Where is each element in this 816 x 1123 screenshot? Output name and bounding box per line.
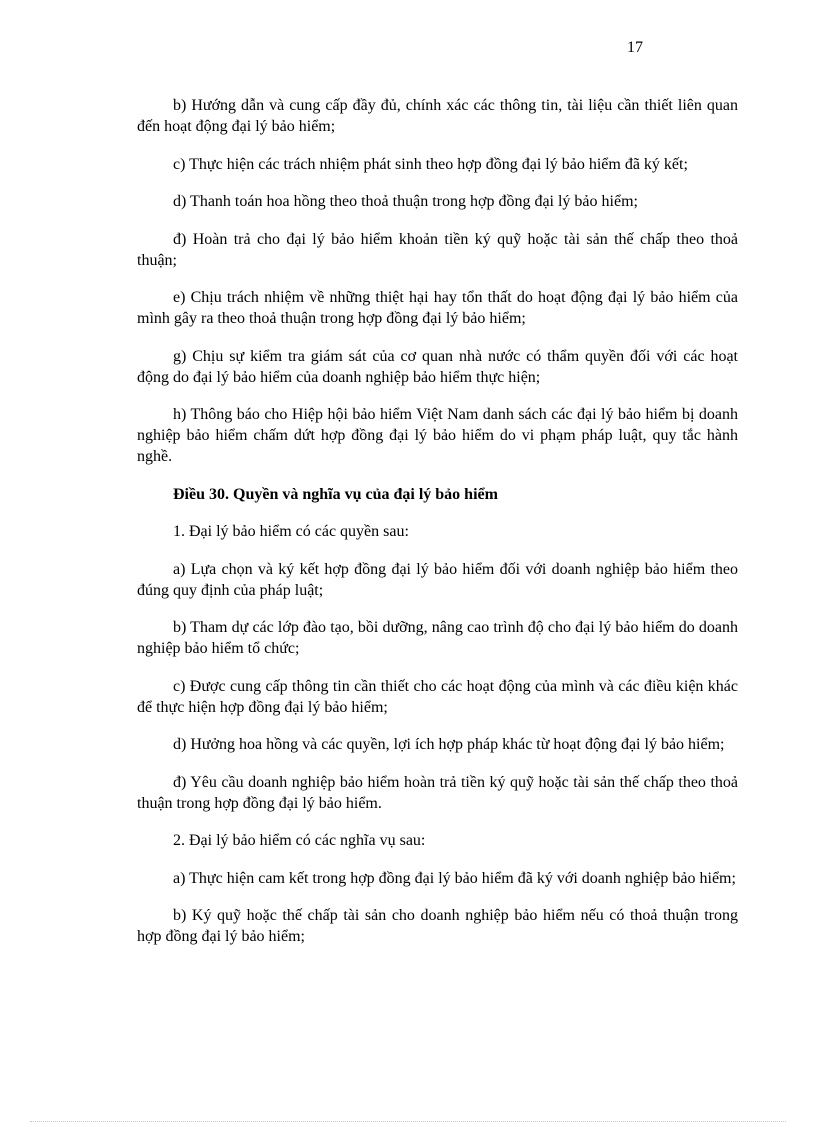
page-bottom-divider [30,1121,786,1122]
agent-obligation-a: a) Thực hiện cam kết trong hợp đồng đại lý bảo hiểm đã ký với doanh nghiệp bảo hiểm; [173,869,736,887]
paragraph-insurer-obligation-g: g) Chịu sự kiểm tra giám sát của cơ quan nhà nước có thẩm quyền đối với các hoạt động do đại lý bảo hiểm của doanh nghiệp bảo hiểm thực hiện; [137,347,738,386]
agent-right-b: b) Tham dự các lớp đào tạo, bồi dưỡng, nâng cao trình độ cho đại lý bảo hiểm do doanh nghiệp bảo hiểm tổ chức; [137,619,738,657]
paragraph-insurer-obligation-d: d) Thanh toán hoa hồng theo thoả thuận trong hợp đồng đại lý bảo hiểm; [173,193,638,210]
page-number: 17 [627,39,643,56]
paragraph-insurer-obligation-e: e) Chịu trách nhiệm về những thiệt hại hay tổn thất do hoạt động đại lý bảo hiểm của mình gây ra theo thoả thuận trong hợp đồng đại lý bảo hiểm; [137,289,738,327]
paragraph-insurer-obligation-c: c) Thực hiện các trách nhiệm phát sinh theo hợp đồng đại lý bảo hiểm đã ký kết; [173,155,688,173]
agent-right-d: d) Hưởng hoa hồng và các quyền, lợi ích hợp pháp khác từ hoạt động đại lý bảo hiểm; [173,736,725,753]
obligations-intro: 2. Đại lý bảo hiểm có các nghĩa vụ sau: [173,832,426,849]
paragraph-insurer-obligation-b: b) Hướng dẫn và cung cấp đầy đủ, chính xác các thông tin, tài liệu cần thiết liên quan đến hoạt động đại lý bảo hiểm; [137,97,738,135]
document-body [137,95,738,964]
paragraph-insurer-obligation-h: h) Thông báo cho Hiệp hội bảo hiểm Việt Nam danh sách các đại lý bảo hiểm bị doanh nghiệp bảo hiểm chấm dứt hợp đồng đại lý bảo hiểm do vi phạm pháp luật, quy tắc hành nghề. [137,406,738,465]
paragraph-insurer-obligation-dd: đ) Hoàn trả cho đại lý bảo hiểm khoản tiền ký quỹ hoặc tài sản thế chấp theo thoả thuận; [137,230,738,269]
agent-right-a: a) Lựa chọn và ký kết hợp đồng đại lý bảo hiểm đối với doanh nghiệp bảo hiểm theo đúng quy định của pháp luật; [137,560,738,599]
rights-intro: 1. Đại lý bảo hiểm có các quyền sau: [173,523,409,540]
agent-right-dd: đ) Yêu cầu doanh nghiệp bảo hiểm hoàn trả tiền ký quỹ hoặc tài sản thế chấp theo thoả thuận trong hợp đồng đại lý bảo hiểm. [137,773,738,812]
agent-right-c: c) Được cung cấp thông tin cần thiết cho các hoạt động của mình và các điều kiện khác để thực hiện hợp đồng đại lý bảo hiểm; [137,677,738,716]
agent-obligation-b: b) Ký quỹ hoặc thế chấp tài sản cho doanh nghiệp bảo hiểm nếu có thoả thuận trong hợp đồng đại lý bảo hiểm; [137,907,738,945]
article-heading: Điều 30. Quyền và nghĩa vụ của đại lý bảo hiểm [173,485,498,503]
